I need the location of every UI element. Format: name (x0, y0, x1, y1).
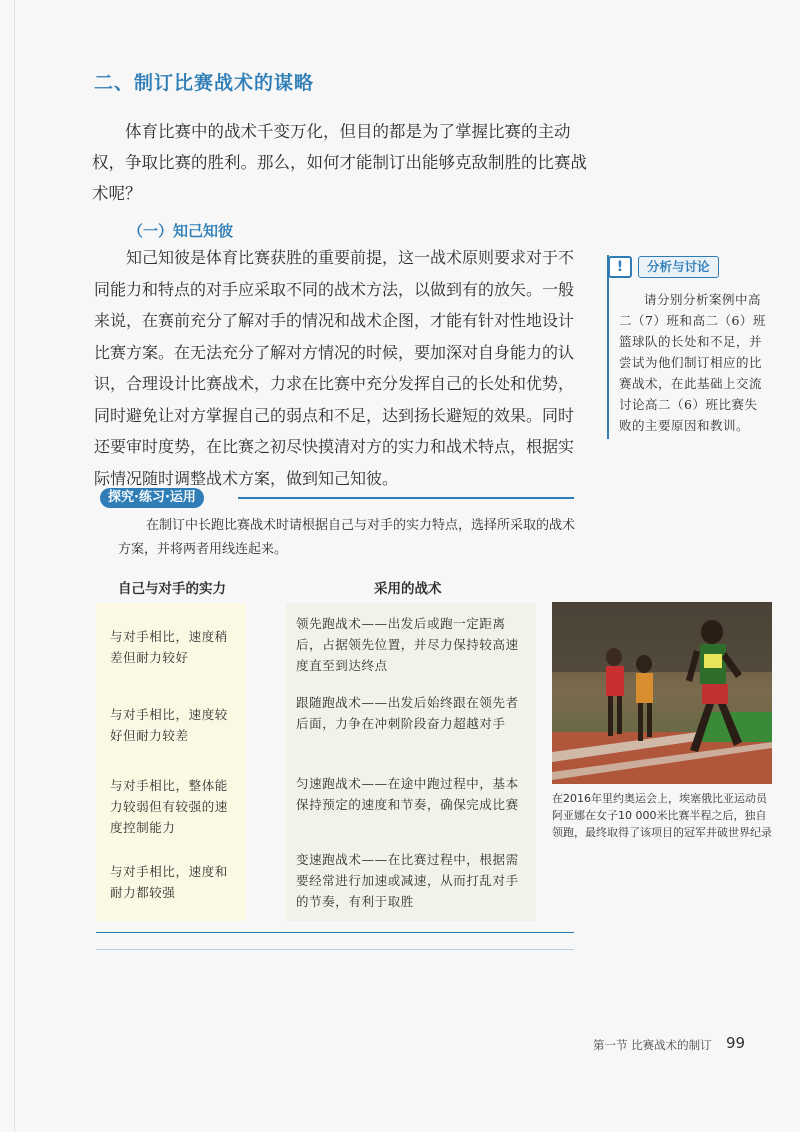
tactic-item[interactable]: 跟随跑战术——出发后始终跟在领先者后面，力争在冲刺阶段奋力超越对手 (296, 695, 519, 731)
explore-tag: 探究·练习·运用 (100, 488, 204, 508)
right-column-header: 采用的战术 (374, 581, 442, 597)
footer-chapter-title: 第一节 比赛战术的制订 (593, 1038, 712, 1052)
explore-header (100, 488, 204, 508)
tactic-item[interactable]: 匀速跑战术——在途中跑过程中，基本保持预定的速度和节奏，确保完成比赛 (296, 776, 519, 812)
body-paragraph: 知己知彼是体育比赛获胜的重要前提，这一战术原则要求对于不同能力和特点的对手应采取不同的战术方法，以做到有的放矢。一般来说，在赛前充分了解对手的情况和战术企图，才能有针对性地设计比赛方案。在无法充分了解对方情况的时候，要加深对自身能力的认识，合理设计比赛战术，力求在比赛中充分发挥自己的长处和优势，同时避免让对方掌握自己的弱点和不足，达到扬长避短的效果。同时还要审时度势，在比赛之初尽快摸清对方的实力和战术特点，根据实际情况随时调整战术方案，做到知己知彼。 (94, 248, 575, 488)
ability-item[interactable]: 与对手相比，速度稍差但耐力较好 (110, 629, 228, 665)
sidebar-text: 请分别分析案例中高二（7）班和高二（6）班篮球队的长处和不足，并尝试为他们制订相应的比赛战术，在此基础上交流讨论高二（6）班比赛失败的主要原因和教训。 (619, 292, 766, 433)
tactic-item[interactable]: 领先跑战术——出发后或跑一定距离后，占据领先位置，并尽力保持较高速度直至到达终点 (296, 616, 519, 673)
photo-caption: 在2016年里约奥运会上，埃塞俄比亚运动员阿亚娜在女子10 000米比赛半程之后，独自领跑，最终取得了该项目的冠军并破世界纪录 (552, 792, 772, 839)
exclamation-icon: ! (608, 256, 632, 278)
sidebar-label: 分析与讨论 (638, 256, 719, 278)
section-title: 二、制订比赛战术的谋略 (94, 72, 315, 94)
intro-paragraph: 体育比赛中的战术千变万化，但目的都是为了掌握比赛的主动权，争取比赛的胜利。那么，如何才能制订出能够克敌制胜的比赛战术呢？ (92, 122, 587, 203)
discussion-sidebar (607, 255, 769, 439)
bottom-rule (96, 932, 574, 933)
page-edge-line (14, 0, 15, 1132)
page-number: 99 (726, 1034, 746, 1052)
ability-item[interactable]: 与对手相比，速度和耐力都较强 (110, 864, 228, 900)
tactic-item[interactable]: 变速跑战术——在比赛过程中，根据需要经常进行加速或减速，从而打乱对手的节奏，有利于取胜 (296, 852, 519, 909)
sidebar-header (609, 255, 727, 279)
subsection-title: （一）知己知彼 (128, 222, 234, 240)
ability-item[interactable]: 与对手相比，速度较好但耐力较差 (110, 707, 228, 743)
explore-instructions: 在制订中长跑比赛战术时请根据自己与对手的实力特点，选择所采取的战术方案，并将两者用线连起来。 (118, 518, 576, 557)
runner-photo (552, 602, 772, 784)
ability-item[interactable]: 与对手相比，整体能力较弱但有较强的速度控制能力 (110, 778, 228, 835)
left-column-header: 自己与对手的实力 (118, 581, 226, 597)
bottom-rule-faint (96, 949, 574, 950)
runner-photo-illustration (552, 602, 772, 784)
explore-rule (238, 497, 574, 499)
